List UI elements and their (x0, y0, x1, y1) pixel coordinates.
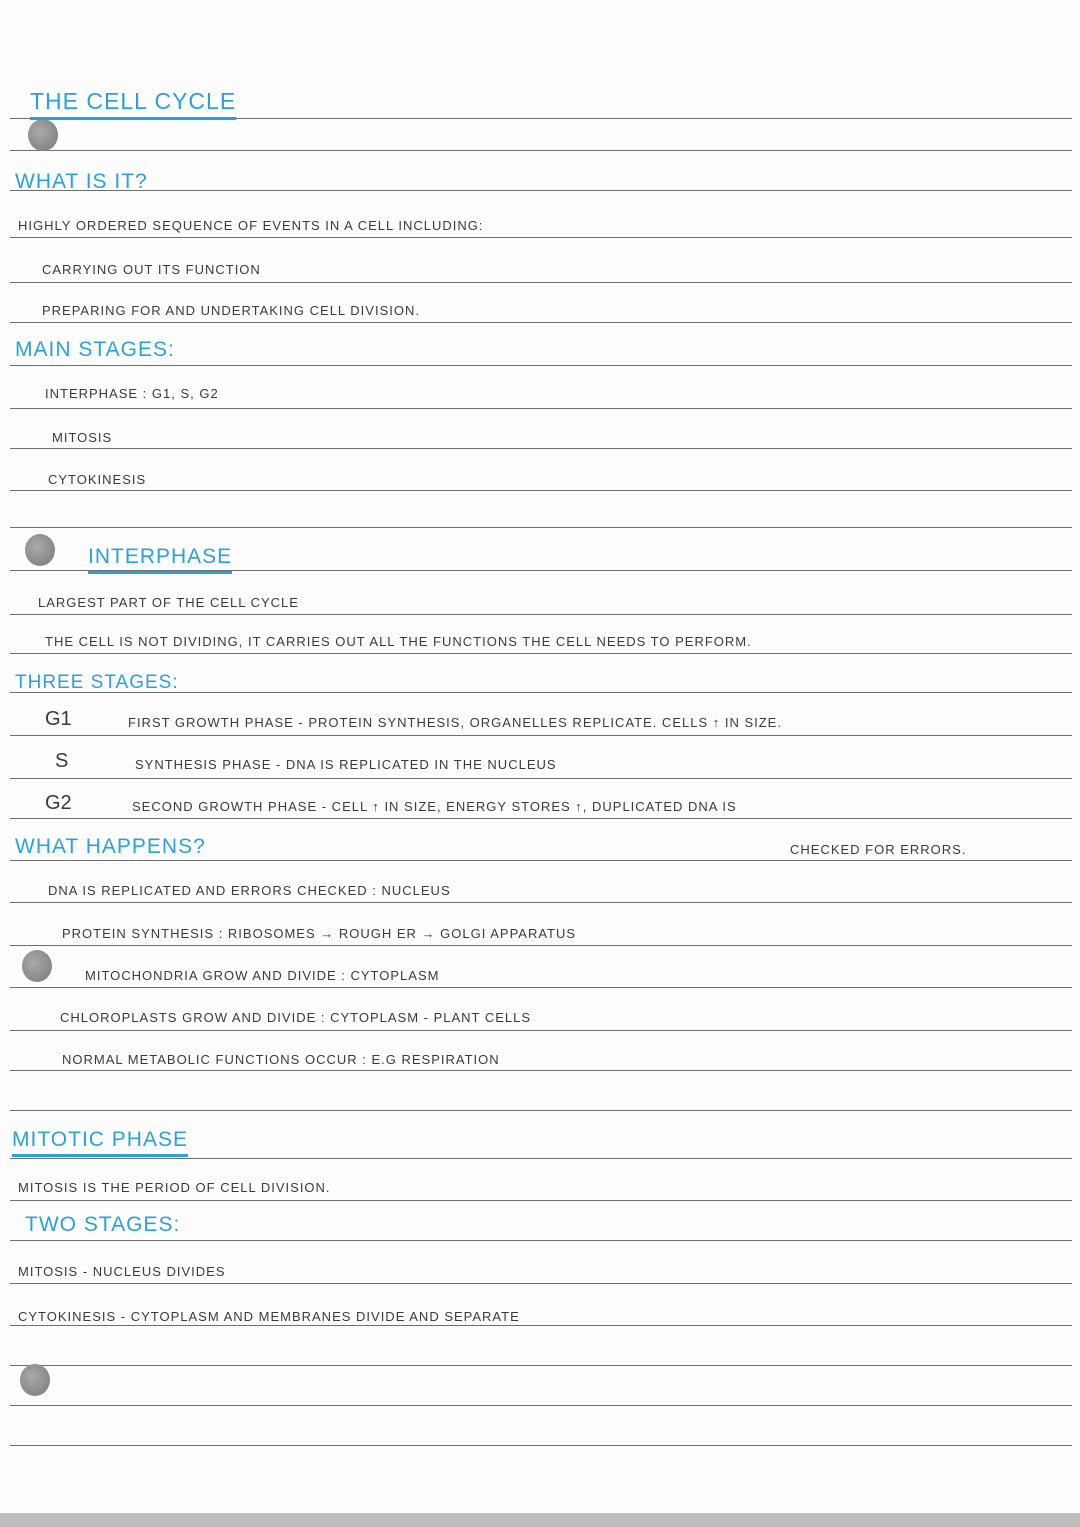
ruled-line (10, 1030, 1072, 1031)
bullet-item: CARRYING OUT ITS FUNCTION (42, 262, 261, 277)
stage-label: G2 (45, 792, 72, 814)
ruled-line (10, 490, 1072, 491)
ruled-line (10, 1283, 1072, 1284)
ruled-line (10, 365, 1072, 366)
bullet-item: PREPARING FOR AND UNDERTAKING CELL DIVISION. (42, 303, 420, 318)
ruled-line (10, 282, 1072, 283)
stage-item: MITOSIS - NUCLEUS DIVIDES (18, 1264, 226, 1279)
heading-what-is-it: WHAT IS IT? (15, 170, 148, 193)
bullet-item: THE CELL IS NOT DIVIDING, IT CARRIES OUT ALL THE FUNCTIONS THE CELL NEEDS TO PERFORM. (45, 634, 752, 649)
ruled-line (10, 237, 1072, 238)
punch-hole (22, 950, 52, 982)
heading-two-stages: TWO STAGES: (25, 1213, 181, 1236)
heading-mitotic-phase: MITOTIC PHASE (12, 1128, 188, 1157)
ruled-line (10, 987, 1072, 988)
intro-text: MITOSIS IS THE PERIOD OF CELL DIVISION. (18, 1180, 331, 1195)
list-item: PROTEIN SYNTHESIS : RIBOSOMES → ROUGH ER → GOLGI APPARATUS (62, 926, 577, 941)
ruled-line (10, 735, 1072, 736)
stage-item: CYTOKINESIS - CYTOPLASM AND MEMBRANES DIVIDE AND SEPARATE (18, 1309, 520, 1324)
list-item: DNA IS REPLICATED AND ERRORS CHECKED : NUCLEUS (48, 883, 451, 898)
stage-item: MITOSIS (52, 430, 113, 445)
ruled-line (10, 408, 1072, 409)
g2-continuation: CHECKED FOR ERRORS. (790, 842, 967, 857)
ruled-line (10, 1240, 1072, 1241)
ruled-line (10, 1158, 1072, 1159)
stage-item: INTERPHASE : G1, S, G2 (45, 386, 219, 401)
stage-text: SYNTHESIS PHASE - DNA IS REPLICATED IN THE NUCLEUS (135, 757, 557, 772)
ruled-line (10, 902, 1072, 903)
stage-label: G1 (45, 708, 72, 730)
ruled-line (10, 1405, 1072, 1406)
ruled-line (10, 1325, 1072, 1326)
stage-text: SECOND GROWTH PHASE - CELL ↑ IN SIZE, ENERGY STORES ↑, DUPLICATED DNA IS (132, 799, 737, 814)
punch-hole (25, 534, 55, 566)
ruled-line (10, 1365, 1072, 1366)
page-title: THE CELL CYCLE (30, 88, 236, 120)
heading-three-stages: THREE STAGES: (15, 672, 179, 693)
ruled-line (10, 190, 1072, 191)
ruled-line (10, 1070, 1072, 1071)
ruled-line (10, 614, 1072, 615)
list-item: MITOCHONDRIA GROW AND DIVIDE : CYTOPLASM (85, 968, 440, 983)
ruled-line (10, 322, 1072, 323)
scan-edge (0, 1513, 1080, 1527)
bullet-item: LARGEST PART OF THE CELL CYCLE (38, 595, 299, 610)
ruled-line (10, 527, 1072, 528)
ruled-line (10, 778, 1072, 779)
ruled-line (10, 945, 1072, 946)
punch-hole (20, 1364, 50, 1396)
stage-item: CYTOKINESIS (48, 472, 147, 487)
intro-text: HIGHLY ORDERED SEQUENCE OF EVENTS IN A CELL INCLUDING: (18, 218, 484, 233)
ruled-line (10, 860, 1072, 861)
heading-main-stages: MAIN STAGES: (15, 338, 175, 361)
ruled-line (10, 818, 1072, 819)
ruled-line (10, 1445, 1072, 1446)
ruled-line (10, 1110, 1072, 1111)
stage-label: S (55, 750, 69, 772)
list-item: NORMAL METABOLIC FUNCTIONS OCCUR : E.G RESPIRATION (62, 1052, 500, 1067)
heading-what-happens: WHAT HAPPENS? (15, 835, 206, 858)
ruled-line (10, 653, 1072, 654)
heading-interphase: INTERPHASE (88, 545, 232, 574)
punch-hole (28, 119, 58, 151)
ruled-line (10, 448, 1072, 449)
ruled-line (10, 150, 1072, 151)
stage-text: FIRST GROWTH PHASE - PROTEIN SYNTHESIS, ORGANELLES REPLICATE. CELLS ↑ IN SIZE. (128, 715, 782, 730)
ruled-line (10, 1200, 1072, 1201)
list-item: CHLOROPLASTS GROW AND DIVIDE : CYTOPLASM - PLANT CELLS (60, 1010, 532, 1025)
